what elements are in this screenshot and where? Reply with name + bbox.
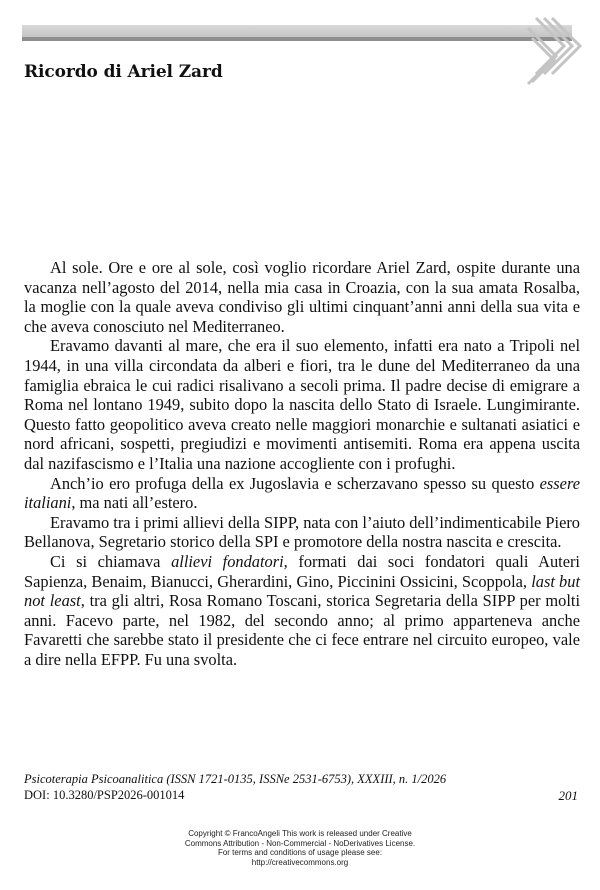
paragraph-text: formati dai soci fondatori quali Auteri Sapienza, Benaim, Bianucci, Gherardini, Gino, Piccinini Ossicini, Scoppola,: [24, 551, 580, 591]
body-paragraph: [24, 258, 580, 336]
journal-citation: Psicoterapia Psicoanalitica (ISSN 1721-0135, ISSNe 2531-6753), XXXIII, n. 1/2026: [24, 772, 447, 786]
body-paragraph: [24, 513, 580, 552]
paragraph-text: Al sole. Ore e ore al sole, così voglio ricordare Ariel Zard, ospite durante una vacanza nell’agosto del 2014, nella mia casa in Croazia, con la sua amata Rosalba, la moglie con la quale aveva condiviso gli ultimi cinquant’anni anni della sua vita e che aveva conosciuto nel Mediterraneo.: [24, 258, 580, 336]
chevron-arrows-icon: [526, 16, 586, 90]
emphasized-text: essere italiani: [24, 473, 580, 513]
license-notice: [0, 829, 600, 867]
emphasized-text: last but not least: [24, 571, 580, 611]
emphasized-text: allievi fondatori,: [171, 551, 288, 571]
paragraph-text: , ma nati all’estero.: [71, 493, 198, 513]
paragraph-text: Eravamo tra i primi allievi della SIPP, nata con l’aiuto dell’indimenticabile Piero Bellanova, Segretario storico della SPI e promotore della nostra nascita e crescita.: [24, 512, 580, 552]
article-title: Ricordo di Ariel Zard: [24, 62, 223, 82]
license-line: For terms and conditions of usage please see:: [217, 848, 383, 858]
paragraph-text: Anch’io ero profuga della ex Jugoslavia e scherzavano spesso su questo: [50, 473, 540, 493]
license-line: Commons Attribution - Non-Commercial - NoDerivatives License.: [184, 838, 416, 848]
header-bar: [22, 25, 572, 41]
paragraph-text: Ci si chiamava: [50, 551, 172, 571]
license-link[interactable]: http://creativecommons.org: [251, 857, 349, 867]
page-number: 201: [558, 788, 578, 803]
article-body: [24, 258, 580, 669]
doi-line: DOI: 10.3280/PSP2026-001014: [24, 788, 185, 802]
license-line: Copyright © FrancoAngeli This work is released under Creative: [188, 829, 412, 838]
paragraph-text: Eravamo davanti al mare, che era il suo elemento, infatti era nato a Tripoli nel 1944, in una villa circondata da alberi e fiori, tra le dune del Mediterraneo da una famiglia ebraica le cui radici risalivano a secoli prima. Il padre decise di emigrare a Roma nel lontano 1949, subito dopo la nascita dello Stato di Israele. Lungimirante. Questo fatto geopolitico aveva creato nelle maggiori monarchie e sultanati asiatici e nord africani, sospetti, pregiudizi e movimenti antisemiti. Roma era appena uscita dal nazifascismo e l’Italia una nazione accogliente con i profughi.: [24, 336, 580, 473]
paragraph-text: , tra gli altri, Rosa Romano Toscani, storica Segretaria della SIPP per molti anni. Facevo parte, nel 1982, del secondo anno; al primo apparteneva anche Favaretti che sarebbe stato il presidente che ci fece entrare nel circuito europeo, vale a dire nella EFPP. Fu una svolta.: [24, 591, 580, 669]
body-paragraph: [24, 552, 580, 670]
body-paragraph: [24, 336, 580, 473]
body-paragraph: [24, 474, 580, 513]
